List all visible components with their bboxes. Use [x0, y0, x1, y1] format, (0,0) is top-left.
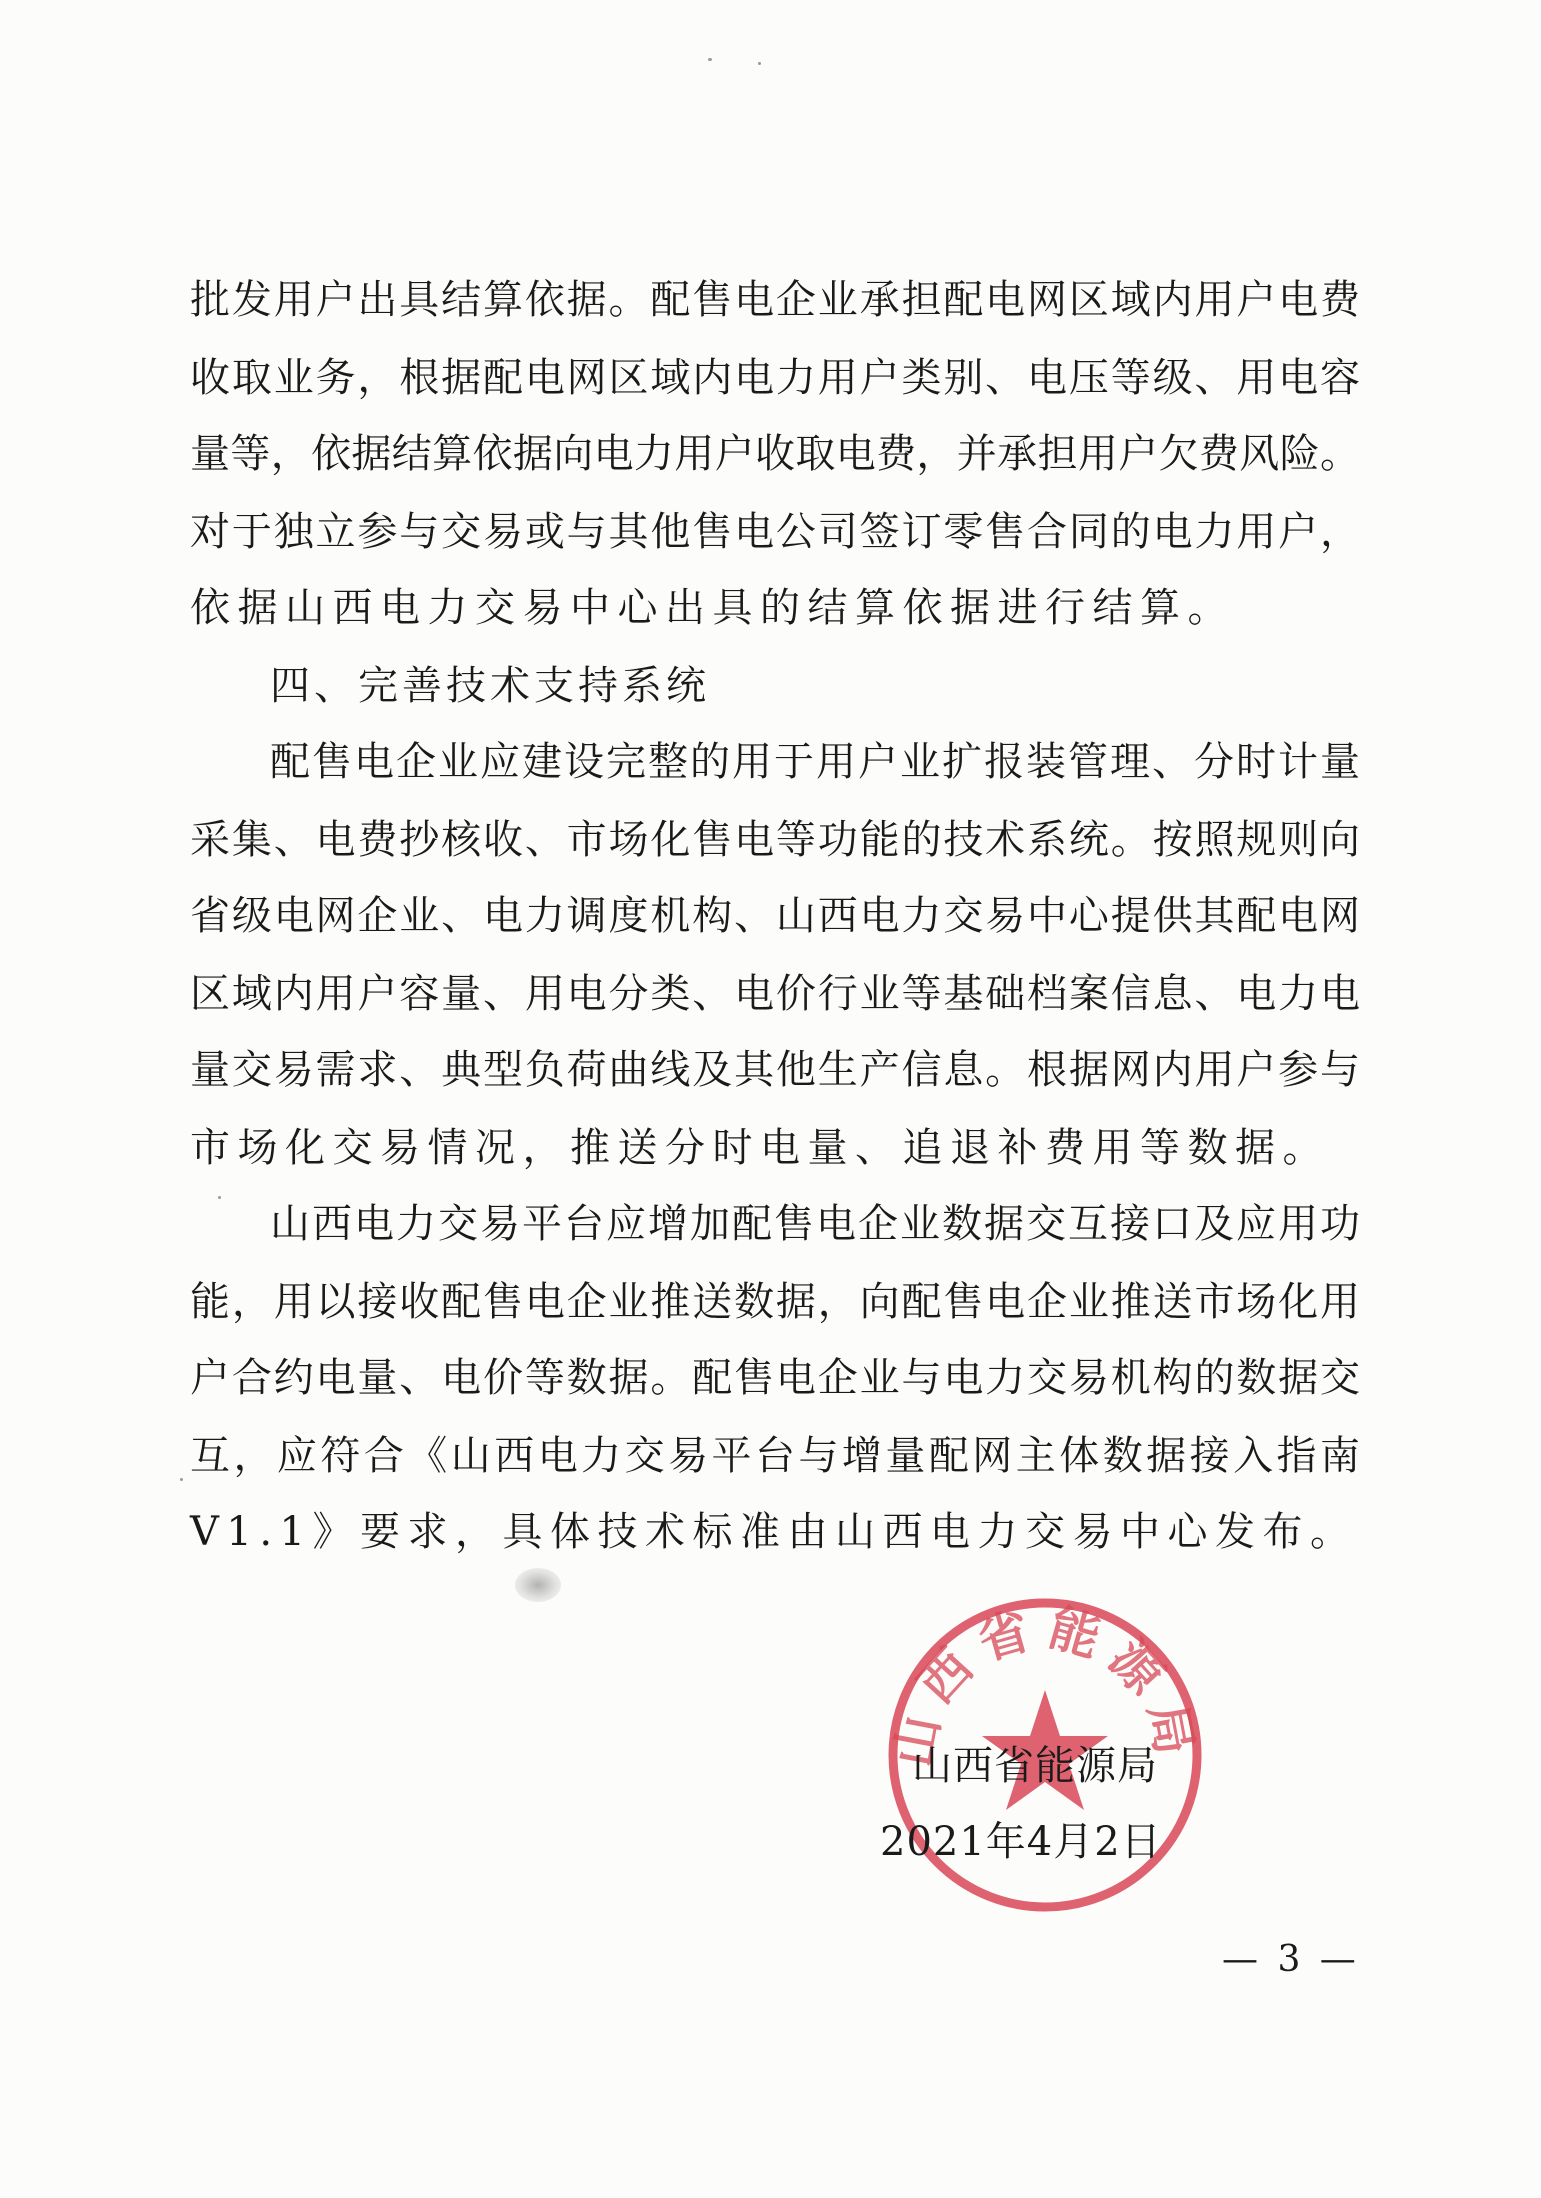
section-heading: 四、完善技术支持系统: [270, 663, 710, 709]
paragraph-line: 量等，依据结算依据向电力用户收取电费，并承担用户欠费风险。: [190, 431, 1360, 477]
scan-speck: [180, 1478, 183, 1481]
paragraph-line: 山西电力交易平台应增加配售电企业数据交互接口及应用功: [270, 1201, 1360, 1247]
paragraph-line: 区域内用户容量、用电分类、电价行业等基础档案信息、电力电: [190, 971, 1360, 1017]
paragraph-line: 批发用户出具结算依据。配售电企业承担配电网区域内用户电费: [190, 277, 1360, 323]
paragraph-line: 能，用以接收配售电企业推送数据，向配售电企业推送市场化用: [190, 1279, 1360, 1325]
paragraph-line: 收取业务，根据配电网区域内电力用户类别、电压等级、用电容: [190, 355, 1360, 401]
paragraph-line: 量交易需求、典型负荷曲线及其他生产信息。根据网内用户参与: [190, 1047, 1360, 1093]
paragraph-line: V1.1》要求，具体技术标准由山西电力交易中心发布。: [190, 1509, 1358, 1555]
paragraph-line: 省级电网企业、电力调度机构、山西电力交易中心提供其配电网: [190, 893, 1360, 939]
paragraph-line: 配售电企业应建设完整的用于用户业扩报装管理、分时计量: [270, 739, 1360, 785]
paragraph-line: 户合约电量、电价等数据。配售电企业与电力交易机构的数据交: [190, 1355, 1360, 1401]
scan-speck: [758, 62, 761, 65]
page-number: — 3 —: [1222, 1939, 1360, 1980]
scan-speck: [708, 58, 712, 61]
paragraph-line: 市场化交易情况，推送分时电量、追退补费用等数据。: [190, 1125, 1330, 1171]
issue-date: 2021年4月2日: [880, 1819, 1162, 1865]
paragraph-line: 互，应符合《山西电力交易平台与增量配网主体数据接入指南: [190, 1433, 1360, 1479]
paragraph-line: 采集、电费抄核收、市场化售电等功能的技术系统。按照规则向: [190, 817, 1360, 863]
scan-smudge: [515, 1568, 561, 1602]
issuing-organization: 山西省能源局: [912, 1743, 1158, 1789]
scan-speck: [218, 1196, 221, 1199]
paragraph-line: 依据山西电力交易中心出具的结算依据进行结算。: [190, 585, 1235, 631]
seal-text: 山西省能源局: [883, 1598, 1207, 1771]
paragraph-line: 对于独立参与交易或与其他售电公司签订零售合同的电力用户，: [190, 509, 1360, 555]
